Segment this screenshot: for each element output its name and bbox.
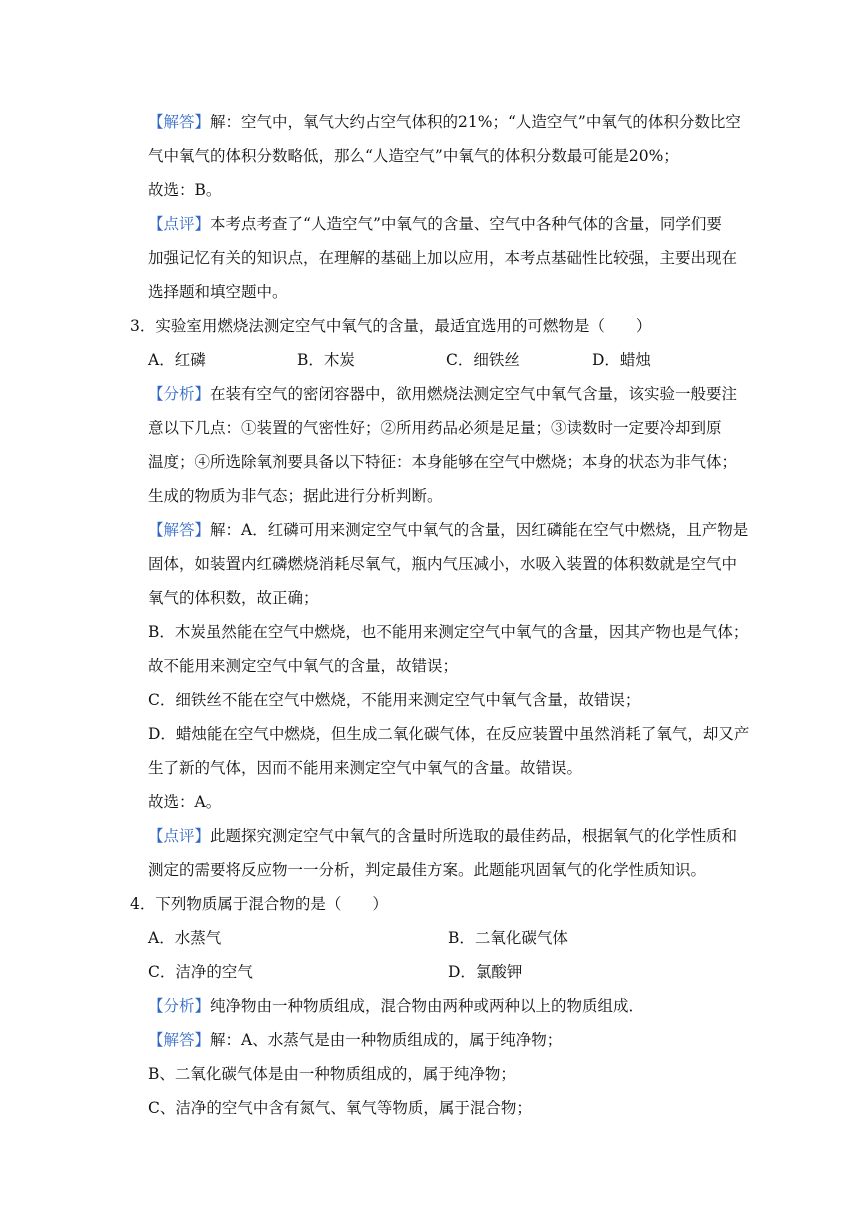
q3-answer-line-2: 固体，如装置内红磷燃烧消耗尽氧气，瓶内气压减小，水吸入装置的体积数就是空气中 xyxy=(148,555,738,573)
q2-comment-line-1: 【点评】本考点考查了“人造空气”中氧气的含量、空气中各种气体的含量，同学们要 xyxy=(148,215,722,233)
comment-tag: 【点评】 xyxy=(148,827,211,845)
q3-answer-d-line-2: 生了新的气体，因而不能用来测定空气中氧气的含量。故错误。 xyxy=(148,759,583,777)
q3-analysis-line-4: 生成的物质为非气态；据此进行分析判断。 xyxy=(148,487,443,505)
q3-analysis-line-1: 【分析】在装有空气的密闭容器中，欲用燃烧法测定空气中氧气含量，该实验一般要注 xyxy=(148,385,738,403)
q2-comment-line-3: 选择题和填空题中。 xyxy=(148,283,288,301)
q4-answer-line-1: 【解答】解：A、水蒸气是由一种物质组成的，属于纯净物； xyxy=(148,1031,563,1049)
answer-tag: 【解答】 xyxy=(148,1031,211,1049)
q3-option-a: A．红磷 xyxy=(148,351,206,369)
q2-answer-line-3: 故选：B。 xyxy=(148,181,222,199)
q3-answer-choice: 故选：A。 xyxy=(148,793,222,811)
q3-analysis-line-2: 意以下几点：①装置的气密性好；②所用药品必须是足量；③读数时一定要冷却到原 xyxy=(148,419,722,437)
q3-comment-line-1: 【点评】此题探究测定空气中氧气的含量时所选取的最佳药品，根据氧气的化学性质和 xyxy=(148,827,738,845)
q2-answer-line-2: 气中氧气的体积分数略低，那么“人造空气”中氧气的体积分数最可能是20%； xyxy=(148,147,679,165)
q4-option-d: D．氯酸钾 xyxy=(448,963,523,981)
answer-tag: 【解答】 xyxy=(148,521,211,539)
q3-answer-d-line-1: D．蜡烛能在空气中燃烧，但生成二氧化碳气体，在反应装置中虽然消耗了氧气，却又产 xyxy=(148,725,750,743)
comment-tag: 【点评】 xyxy=(148,215,211,233)
q4-option-a: A．水蒸气 xyxy=(148,929,222,947)
q4-answer-c-line-1: C、洁净的空气中含有氮气、氧气等物质，属于混合物； xyxy=(148,1099,532,1117)
q3-option-d: D．蜡烛 xyxy=(592,351,651,369)
analysis-tag: 【分析】 xyxy=(148,997,211,1015)
q2-comment-line-2: 加强记忆有关的知识点，在理解的基础上加以应用，本考点基础性比较强，主要出现在 xyxy=(148,249,738,267)
q4-analysis-line-1: 【分析】纯净物由一种物质组成，混合物由两种或两种以上的物质组成． xyxy=(148,997,645,1015)
analysis-tag: 【分析】 xyxy=(148,385,211,403)
q3-answer-line-3: 氧气的体积数，故正确； xyxy=(148,589,319,607)
q3-stem: 3．实验室用燃烧法测定空气中氧气的含量，最适宜选用的可燃物是（ ） xyxy=(130,317,652,335)
q3-option-c: C．细铁丝 xyxy=(446,351,520,369)
q3-answer-b-line-2: 故不能用来测定空气中氧气的含量，故错误； xyxy=(148,657,459,675)
q4-option-b: B．二氧化碳气体 xyxy=(448,929,568,947)
q4-option-c: C．洁净的空气 xyxy=(148,963,253,981)
q4-stem: 4．下列物质属于混合物的是（ ） xyxy=(130,895,388,913)
q3-option-b: B．木炭 xyxy=(297,351,355,369)
q4-answer-b-line-1: B、二氧化碳气体是由一种物质组成的，属于纯净物； xyxy=(148,1065,516,1083)
q3-analysis-line-3: 温度；④所选除氧剂要具备以下特征：本身能够在空气中燃烧；本身的状态为非气体； xyxy=(148,453,738,471)
answer-tag: 【解答】 xyxy=(148,113,211,131)
q3-answer-line-1: 【解答】解：A．红磷可用来测定空气中氧气的含量，因红磷能在空气中燃烧，且产物是 xyxy=(148,521,749,539)
q2-answer-line-1: 【解答】解：空气中，氧气大约占空气体积的21%；“人造空气”中氧气的体积分数比空 xyxy=(148,113,741,131)
q3-comment-line-2: 测定的需要将反应物一一分析，判定最佳方案。此题能巩固氧气的化学性质知识。 xyxy=(148,861,707,879)
q3-answer-b-line-1: B．木炭虽然能在空气中燃烧，也不能用来测定空气中氧气的含量，因其产物也是气体； xyxy=(148,623,749,641)
q3-answer-c-line-1: C．细铁丝不能在空气中燃烧，不能用来测定空气中氧气含量，故错误； xyxy=(148,691,641,709)
